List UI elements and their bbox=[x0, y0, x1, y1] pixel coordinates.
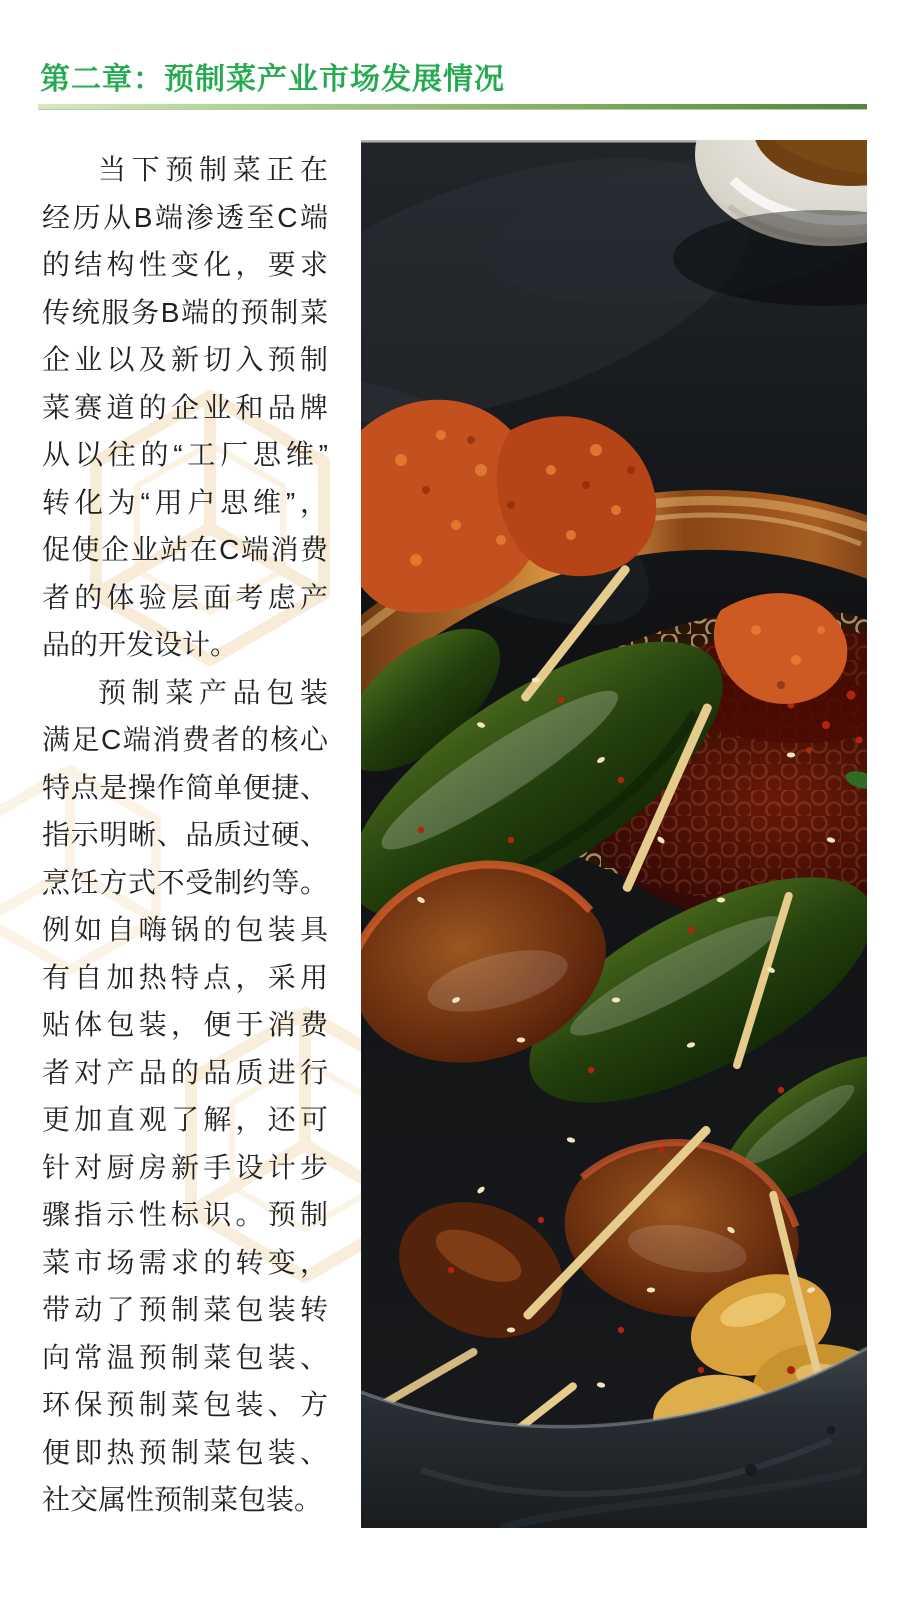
text-line: 指示明晰、品质过硬、 bbox=[42, 819, 328, 850]
text-line: 便即热预制菜包装、 bbox=[42, 1436, 328, 1468]
text-line: 者的体验层面考虑产 bbox=[42, 581, 328, 613]
text-line: 促使企业站在C端消费 bbox=[42, 534, 328, 565]
text-line: 转化为“用户思维”， bbox=[42, 486, 328, 518]
text-line: 满足C端消费者的核心 bbox=[42, 724, 328, 755]
text-line: 针对厨房新手设计步 bbox=[42, 1151, 328, 1183]
text-line: 例如自嗨锅的包装具 bbox=[42, 914, 328, 945]
text-line: 企业以及新切入预制 bbox=[42, 344, 328, 375]
text-line: 经历从B端渗透至C端 bbox=[42, 201, 328, 233]
paragraph bbox=[42, 146, 328, 669]
text-line: 环保预制菜包装、方 bbox=[42, 1389, 328, 1420]
text-line: 当下预制菜正在 bbox=[98, 154, 328, 185]
text-line: 特点是操作简单便捷、 bbox=[42, 771, 328, 803]
text-line: 社交属性预制菜包装。 bbox=[42, 1484, 323, 1515]
food-photo-illustration bbox=[361, 140, 867, 1528]
text-line: 品的开发设计。 bbox=[42, 629, 239, 660]
text-line: 的结构性变化，要求 bbox=[42, 249, 328, 280]
text-line: 烹饪方式不受制约等。 bbox=[42, 866, 328, 898]
text-line: 带动了预制菜包装转 bbox=[42, 1294, 328, 1325]
text-line: 骤指示性标识。预制 bbox=[42, 1199, 328, 1230]
article-text-column bbox=[42, 146, 328, 1524]
text-line: 贴体包装，便于消费 bbox=[42, 1009, 328, 1040]
text-line: 菜赛道的企业和品牌 bbox=[42, 391, 328, 423]
paragraph bbox=[42, 669, 328, 1524]
chapter-title: 第二章：预制菜产业市场发展情况 bbox=[40, 63, 505, 96]
text-line: 菜市场需求的转变， bbox=[42, 1246, 328, 1278]
text-line: 预制菜产品包装 bbox=[98, 676, 328, 708]
title-underline-rule bbox=[38, 104, 867, 109]
text-line: 者对产品的品质进行 bbox=[42, 1056, 328, 1088]
food-photo bbox=[361, 140, 867, 1528]
text-line: 有自加热特点，采用 bbox=[42, 961, 328, 993]
text-line: 从以往的“工厂思维” bbox=[42, 439, 328, 470]
text-line: 向常温预制菜包装、 bbox=[42, 1341, 328, 1373]
text-line: 更加直观了解，还可 bbox=[42, 1104, 328, 1135]
text-line: 传统服务B端的预制菜 bbox=[42, 296, 328, 328]
